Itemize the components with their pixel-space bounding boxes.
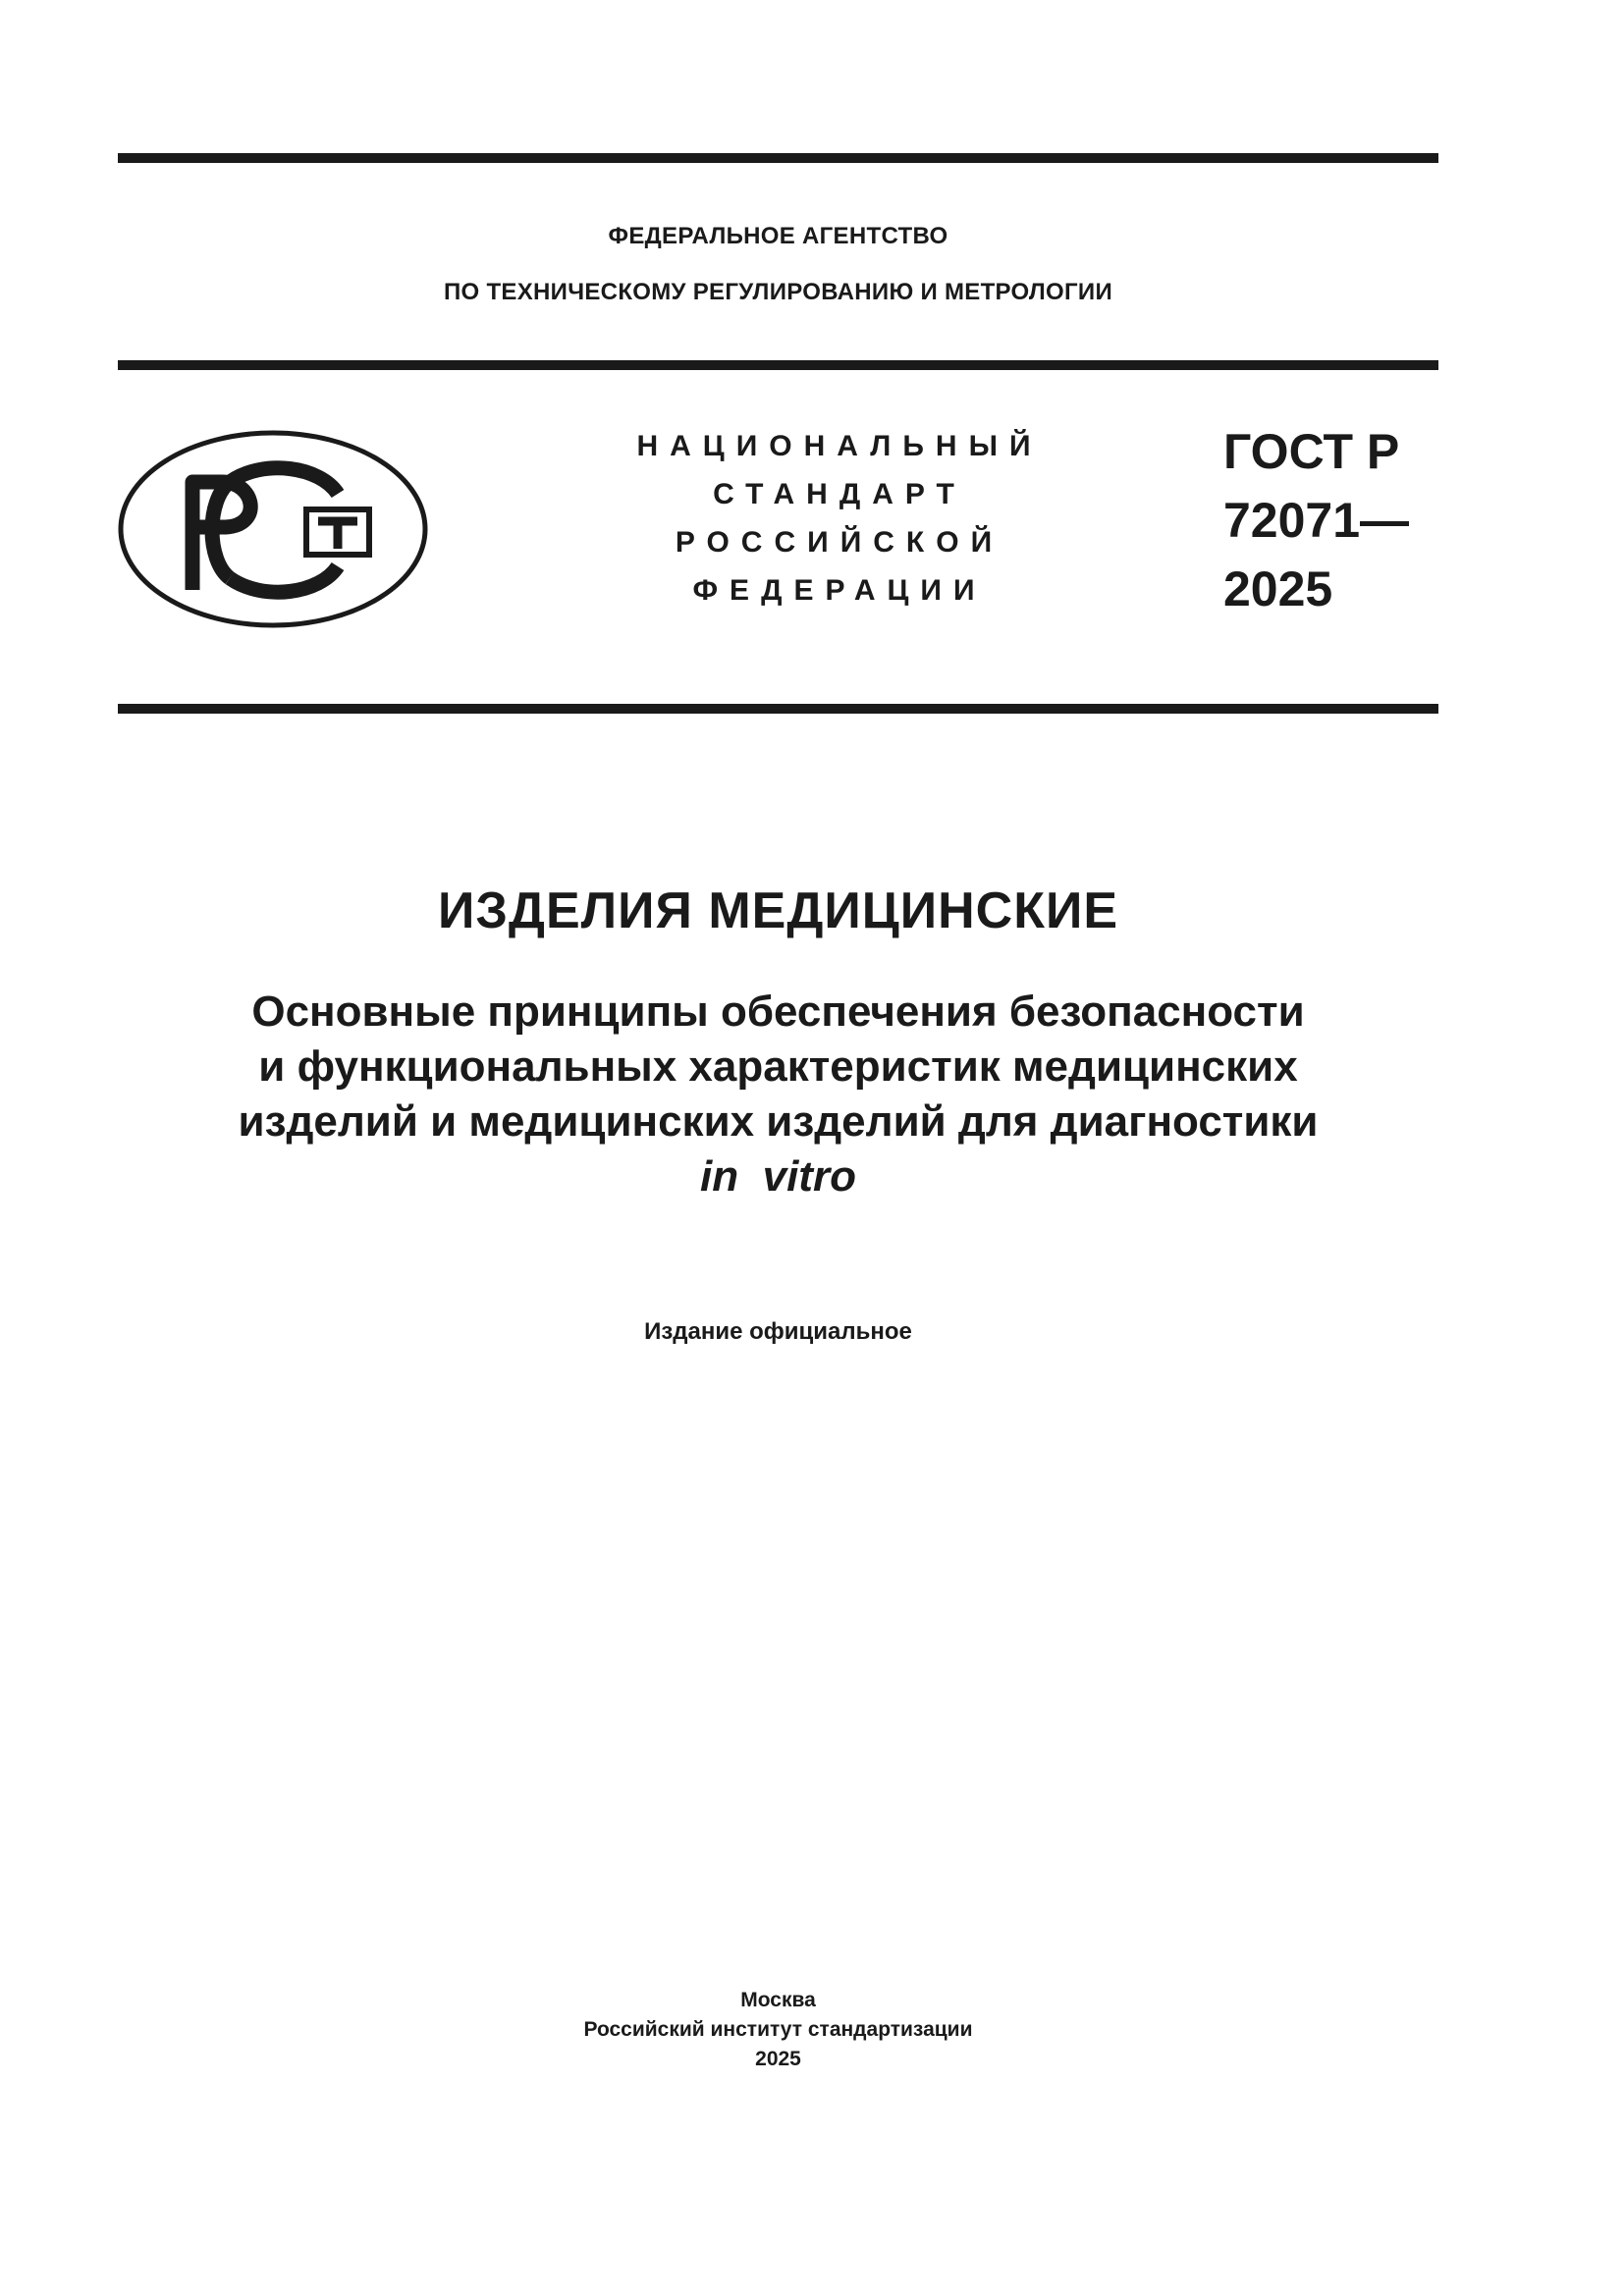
standard-type-line: ФЕДЕРАЦИИ	[692, 574, 987, 607]
standard-code-line: ГОСТ Р	[1223, 424, 1400, 479]
separator-rule	[118, 704, 1438, 714]
publisher-block	[118, 1986, 1438, 2074]
subtitle-line: изделий и медицинских изделий для диагностики	[238, 1097, 1319, 1146]
publication-year: 2025	[755, 2048, 801, 2070]
subtitle-line: и функциональных характеристик медицинских	[258, 1042, 1298, 1091]
publisher-city: Москва	[740, 1989, 816, 2011]
rst-certification-mark-icon	[116, 429, 430, 630]
top-rule	[118, 153, 1438, 163]
agency-name-line-1: ФЕДЕРАЛЬНОЕ АГЕНТСТВО	[608, 223, 948, 249]
standard-code-line: 2025	[1223, 561, 1333, 616]
standard-type-line: СТАНДАРТ	[713, 478, 966, 510]
agency-name-line-2: ПО ТЕХНИЧЕСКОМУ РЕГУЛИРОВАНИЮ И МЕТРОЛОГИИ	[443, 279, 1113, 305]
document-subtitle	[118, 985, 1438, 1204]
standard-code-line: 72071—	[1223, 493, 1410, 548]
document-title: ИЗДЕЛИЯ МЕДИЦИНСКИЕ	[437, 882, 1119, 939]
standard-type	[579, 422, 1100, 614]
subtitle-italic-term: in vitro	[700, 1152, 856, 1201]
header-rule	[118, 360, 1438, 370]
publisher-name: Российский институт стандартизации	[583, 2018, 973, 2041]
edition-label: Издание официальное	[644, 1318, 912, 1345]
standard-code	[1223, 417, 1409, 623]
standard-type-line: РОССИЙСКОЙ	[675, 526, 1004, 559]
subtitle-line: Основные принципы обеспечения безопасности	[251, 988, 1305, 1036]
standard-type-line: НАЦИОНАЛЬНЫЙ	[636, 430, 1043, 462]
